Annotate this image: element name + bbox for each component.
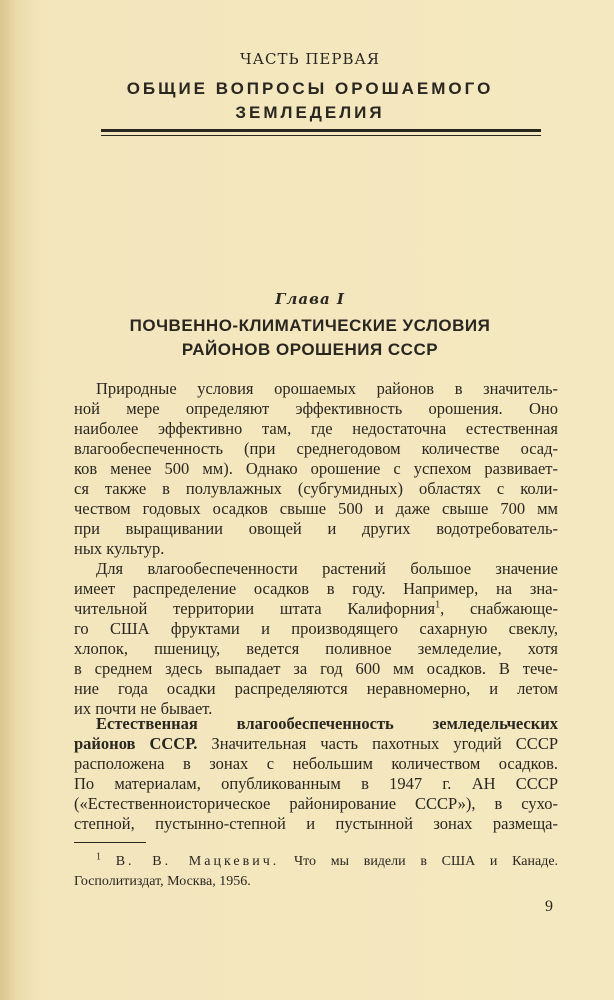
footnote-rule (74, 842, 146, 843)
text-line: имеет распределение осадков в году. Например, на зна- (74, 579, 558, 598)
text-line: ной мере определяют эффективность орошения. Оно (74, 399, 558, 418)
footnote-author: В. В. Мацкевич. (115, 854, 280, 869)
text-line: их почти не бывает. (74, 699, 213, 718)
text-fragment: , снабжающе- (440, 599, 558, 618)
chapter-label: Глава I (275, 290, 345, 308)
heading-rule-thin (101, 135, 541, 136)
paragraph-1 (74, 379, 558, 559)
footnote-reference[interactable]: 1 (435, 599, 441, 611)
footnote-line: Госполитиздат, Москва, 1956. (74, 874, 251, 889)
part-label: ЧАСТЬ ПЕРВАЯ (240, 50, 380, 68)
text-line: Природные условия орошаемых районов в значитель- (96, 379, 558, 398)
text-line: Для влагообеспеченности растений большое значение (96, 559, 558, 578)
text-line: ся также в полувлажных (субгумидных) областях с коли- (74, 479, 558, 498)
text-line: в среднем здесь выпадает за год 600 мм осадков. В тече- (74, 659, 558, 678)
text-line: расположена в зонах с небольшим количеством осадков. (74, 754, 558, 773)
text-line: ных культур. (74, 539, 165, 558)
text-line: при выращивании овощей и других водотребователь- (74, 519, 558, 538)
text-line: влагообеспеченность (при среднегодовом количестве осад- (74, 439, 558, 458)
text-fragment: Значительная часть пахотных угодий СССР (211, 734, 558, 753)
text-line: степной, пустынно-степной и пустынной зонах размеща- (74, 814, 558, 833)
page-number: 9 (545, 898, 553, 915)
text-line: ков менее 500 мм). Однако орошение с успехом развивает- (74, 459, 558, 478)
paragraph-3 (74, 714, 558, 834)
text-line: чеством годовых осадков свыше 500 и даже свыше 700 мм (74, 499, 558, 518)
heading-rule-thick (101, 129, 541, 132)
text-line: го США фруктами и производящего сахарную свеклу, (74, 619, 558, 638)
part-title-line-1: ОБЩИЕ ВОПРОСЫ ОРОШАЕМОГО (126, 79, 494, 98)
text-line (74, 734, 558, 754)
section-heading-tail: районов СССР. (74, 734, 198, 753)
footnote-text: Что мы видели в США и Канаде. (294, 854, 559, 869)
text-line: ние года осадки распределяются неравномерно, и летом (74, 679, 558, 698)
paragraph-2 (74, 559, 558, 719)
text-line: («Естественноисторическое районирование СССР»), в сухо- (74, 794, 558, 813)
text-line: наиболее эффективно там, где недостаточна естественная (74, 419, 558, 438)
text-line: хлопок, пшеницу, ведется поливное земледелие, хотя (74, 639, 558, 658)
chapter-title-line-1: ПОЧВЕННО-КЛИМАТИЧЕСКИЕ УСЛОВИЯ (129, 316, 491, 335)
footnote (74, 852, 558, 892)
chapter-title-line-2: РАЙОНОВ ОРОШЕНИЯ СССР (181, 340, 439, 359)
text-fragment: чительной территории штата Калифорния (74, 599, 436, 618)
text-line (74, 599, 558, 619)
footnote-line (74, 852, 558, 872)
section-heading-line: Естественная влагообеспеченность земледельческих (96, 714, 558, 733)
footnote-number: 1 (96, 851, 101, 863)
part-title-line-2: ЗЕМЛЕДЕЛИЯ (235, 103, 385, 122)
text-line: По материалам, опубликованным в 1947 г. АН СССР (74, 774, 558, 793)
